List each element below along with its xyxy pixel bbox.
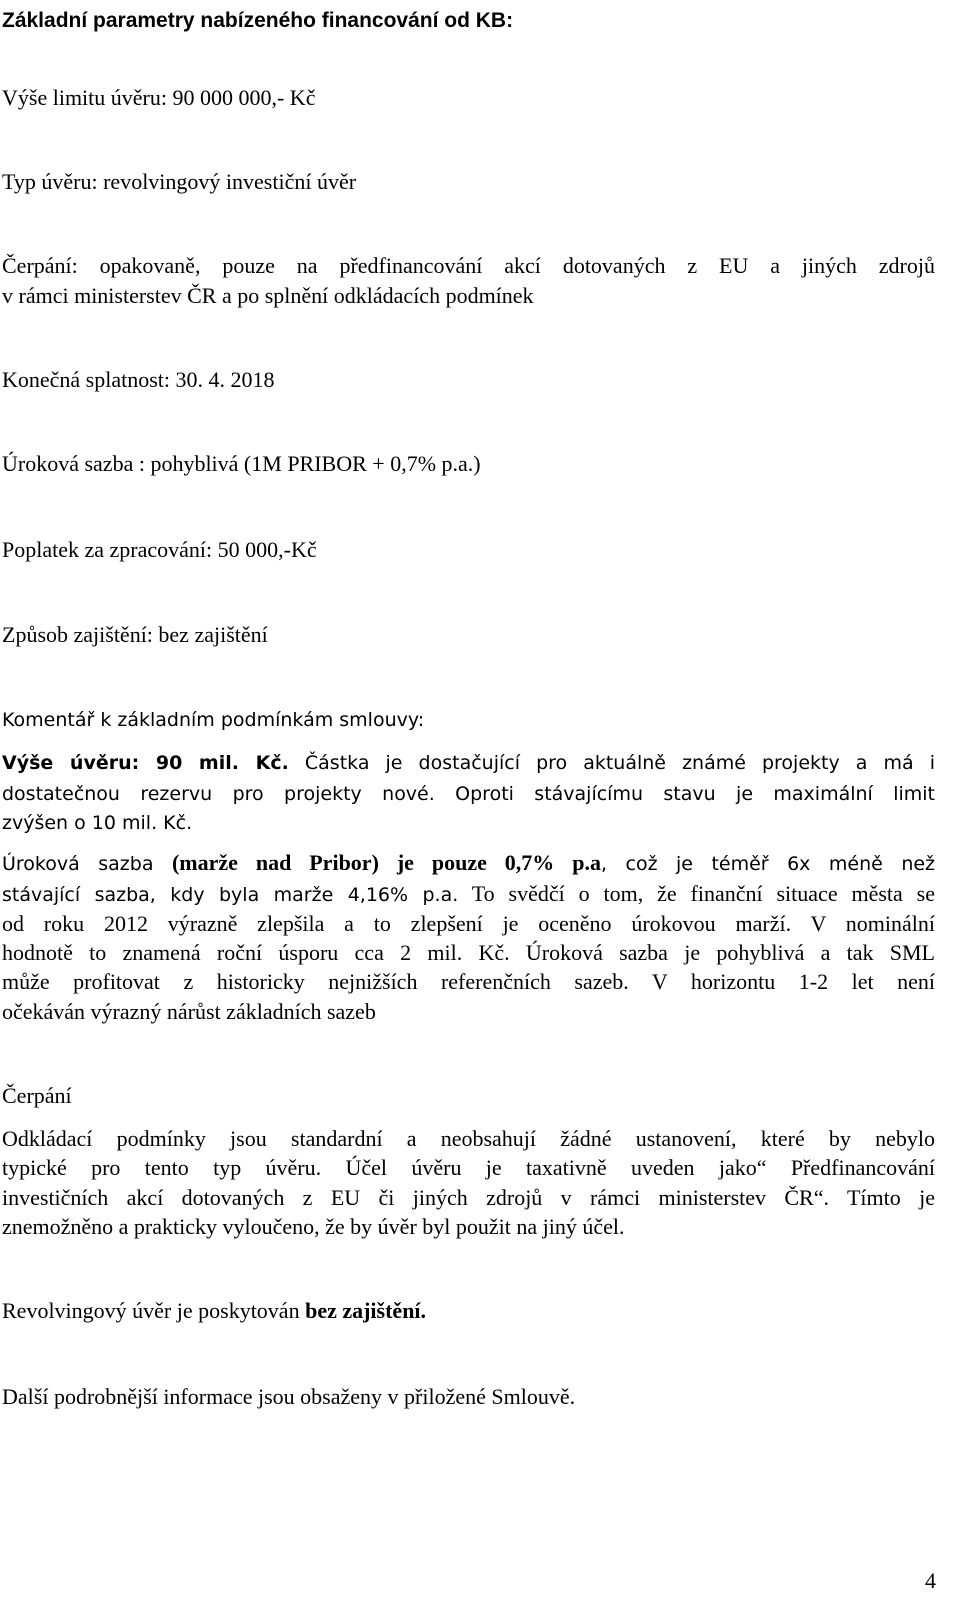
credit-amount-bold: Výše úvěru: 90 mil. Kč.	[2, 752, 289, 774]
revolving-bold: bez zajištění.	[305, 1298, 427, 1323]
rate-bold: (marže nad Pribor) je pouze 0,7% p.a	[171, 850, 601, 875]
revolving-credit-note	[2, 1296, 935, 1326]
comment-p2-line-2-b: To svědčí o tom, že finanční situace města se	[458, 881, 935, 906]
comment-p2-line-5: může profitovat z historicky nejnižších referenčních sazeb. V horizontu 1-2 let není	[2, 969, 935, 994]
comment-p2-line-6: očekáván výrazný nárůst základních sazeb	[2, 999, 376, 1024]
rate-text: Úroková sazba	[2, 853, 172, 875]
comment-p2-line-4: hodnotě to znamená roční úsporu cca 2 mil. Kč. Úroková sazba je pohyblivá a tak SML	[2, 940, 935, 965]
rate-comparison: , což je téměř 6x méně než	[600, 853, 936, 875]
comment-p1-line-3: zvýšen o 10 mil. Kč.	[2, 812, 193, 834]
param-interest-rate: Úroková sazba : pohyblivá (1M PRIBOR + 0,7% p.a.)	[2, 451, 481, 476]
revolving-text: Revolvingový úvěr je poskytován	[2, 1298, 306, 1323]
more-info-note: Další podrobnější informace jsou obsaženy v přiložené Smlouvě.	[2, 1384, 576, 1409]
param-maturity: Konečná splatnost: 30. 4. 2018	[2, 367, 275, 392]
document-title: Základní parametry nabízeného financování od KB:	[2, 9, 514, 32]
drawing-line-2: typické pro tento typ úvěru. Účel úvěru je taxativně uveden jako“ Předfinancování	[2, 1155, 935, 1180]
param-processing-fee: Poplatek za zpracování: 50 000,-Kč	[2, 537, 317, 562]
param-drawing-line-2: v rámci ministerstev ČR a po splnění odkládacích podmínek	[2, 283, 534, 308]
comment-heading: Komentář k základním podmínkám smlouvy:	[2, 709, 425, 731]
param-credit-type: Typ úvěru: revolvingový investiční úvěr	[2, 169, 357, 194]
page-number: 4	[925, 1568, 936, 1593]
comment-p2-line-2-a: stávající sazba, kdy byla marže 4,16% p.a.	[2, 884, 459, 906]
comment-p2-line-2	[2, 879, 935, 910]
comment-p1-line-1	[2, 748, 935, 778]
comment-p2-line-1	[2, 848, 935, 879]
comment-p1-line-2: dostatečnou rezervu pro projekty nové. Oproti stávajícímu stavu je maximální limit	[2, 783, 935, 805]
drawing-line-3: investičních akcí dotovaných z EU či jiných zdrojů v rámci ministerstev ČR“. Tímto je	[2, 1185, 935, 1210]
comment-p2-line-3: od roku 2012 výrazně zlepšila a to zlepšení je oceněno úrokovou marží. V nominální	[2, 911, 935, 936]
drawing-line-1: Odkládací podmínky jsou standardní a neobsahují žádné ustanovení, které by nebylo	[2, 1126, 935, 1151]
comment-p1-line-1-text: Částka je dostačující pro aktuálně známé projekty a má i	[288, 752, 935, 774]
param-drawing-line-1: Čerpání: opakovaně, pouze na předfinancování akcí dotovaných z EU a jiných zdrojů	[2, 253, 935, 278]
drawing-heading: Čerpání	[2, 1083, 72, 1108]
param-credit-limit: Výše limitu úvěru: 90 000 000,- Kč	[2, 85, 316, 110]
drawing-line-4: znemožněno a prakticky vyloučeno, že by úvěr byl použit na jiný účel.	[2, 1214, 625, 1239]
param-security: Způsob zajištění: bez zajištění	[2, 622, 268, 647]
